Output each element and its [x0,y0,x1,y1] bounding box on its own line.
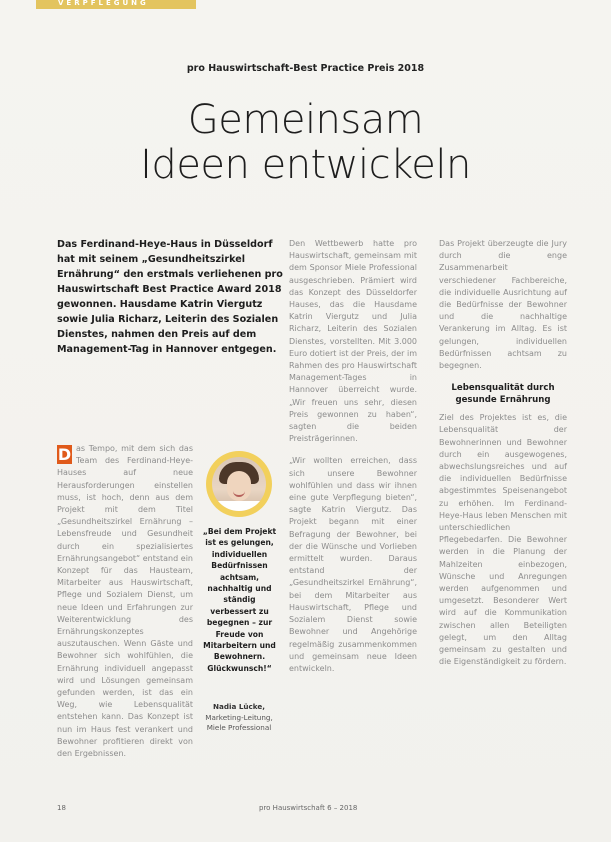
column-3-paragraph-2: Ziel des Projektes ist es, die Lebensqualität der Bewohnerinnen und Bewohner durch ein ausgewogenes, abwechslungsreiches und auf die individuellen Bedürfnisse abgestimmtes Speisenangebot zu erhöhen. Im Ferdinand-Heye-Haus leben Menschen mit unterschiedlichen Pflegebedarfen. Die Bewohner werden in die Planung der Mahlzeiten einbezogen, Wünsche und Anregungen werden aufgenommen und umgesetzt. Besonderer Wert wird auf die Kommunikation zwischen allen Beteiligten gelegt, um den Alltag gemeinsam zu gestalten und die Eigenständigkeit zu fördern. [439,413,567,667]
quote-author-name: Nadia Lücke, [213,702,265,711]
pull-quote: „Bei dem Projekt ist es gelungen, individuellen Bedürfnissen achtsam, nachhaltig und ständig verbessert zu begegnen – zur Freude von Mitarbeitern und Bewohnern. Glückwunsch!“ [202,527,277,673]
quote-author-role: Marketing-Leitung, Miele Professional [205,712,273,732]
headline [0,98,611,188]
body-column-2 [289,238,417,685]
section-tab-label: VERPFLEGUNG [58,0,149,7]
dropcap: D [57,445,72,464]
column-2-paragraph-1: Den Wettbewerb hatte pro Hauswirtschaft, gemeinsam mit dem Sponsor Miele Professional ausgeschrieben. Prämiert wird das Konzept des Düsseldorfer Hauses, das die Hausdame Katrin Viergutz und Julia Richarz, Leiterin des Sozialen Dienstes, vorstellten. Mit 3.000 Euro dotiert ist der Preis, der im Rahmen des pro Hauswirtschaft Management-Tages in Hannover überreicht wurde. „Wir freuen uns sehr, diesen Preis gewonnen zu haben“, sagten die beiden Preisträgerinnen. [289,239,417,444]
section-subhead: Lebensqualität durch gesunde Ernährung [451,383,555,406]
lead-paragraph: Das Ferdinand-Heye-Haus in Düsseldorf hat mit seinem „Gesundheitszirkel Ernährung“ den erstmals verliehenen pro Hauswirtschaft Best Practice Award 2018 gewonnen. Hausdame Katrin Viergutz sowie Julia Richarz, Leiterin des Sozialen Dienstes, nahmen den Preis auf dem Management-Tag in Hannover entgegen. [57,239,283,355]
portrait-face [212,457,266,511]
section-tab [36,0,196,9]
column-1-text: as Tempo, mit dem sich das Team des Ferdinand-Heye-Hauses auf neue Herausforderungen einstellen muss, ist hoch, denn aus dem Projekt mit dem Titel „Gesundheitszirkel Ernährung – Lebensfreude und Gesundheit durch ein spezialisiertes Ernährungsangebot“ entstand ein Konzept für das Hausteam, Mitarbeiter aus Hauswirtschaft, Pflege und Sozialem Dienst, um neue Ideen und Erfahrungen zur Weiterentwicklung des Ernährungskonzeptes auszutauschen. Wenn Gäste und Bewohner sich wohlfühlen, die Ernährung individuell angepasst wird und Lösungen gemeinsam gefunden werden, ist das ein Weg, wie Lebensqualität entstehen kann. Das Konzept ist nun im Haus fest verankert und Bewohner profitieren direkt von den Ergebnissen. [57,444,193,759]
portrait-photo [206,451,272,517]
column-3-paragraph-1: Das Projekt überzeugte die Jury durch die enge Zusammenarbeit verschiedener Fachbereiche, die individuelle Ausrichtung auf die Bedürfnisse der Bewohner und die nachhaltige Verankerung im Alltag. Es ist gelungen, individuellen Bedürfnissen achtsam zu begegnen. [439,239,567,371]
headline-line-2: Ideen entwickeln [140,142,471,188]
quote-attribution [198,702,280,734]
journal-footer: pro Hauswirtschaft 6 – 2018 [259,804,358,812]
body-column-3 [439,238,567,679]
column-2-paragraph-2: „Wir wollten erreichen, dass sich unsere Bewohner wohlfühlen und dass wir ihnen eine gute Verpflegung bieten“, sagte Katrin Viergutz. Das Projekt begann mit einer Befragung der Bewohner, bei der die Wünsche und Vorlieben ermittelt wurden. Daraus entstand der „Gesundheitszirkel Ernährung“, bei dem Mitarbeiter aus Hauswirtschaft, Pflege und Sozialem Dienst sowie Bewohner und Angehörige regelmäßig zusammenkommen und gemeinsam neue Ideen entwickeln. [289,456,417,673]
headline-line-1: Gemeinsam [187,97,424,143]
body-column-1 [57,443,193,760]
kicker-line: pro Hauswirtschaft-Best Practice Preis 2018 [186,63,425,74]
page-number: 18 [57,804,66,812]
